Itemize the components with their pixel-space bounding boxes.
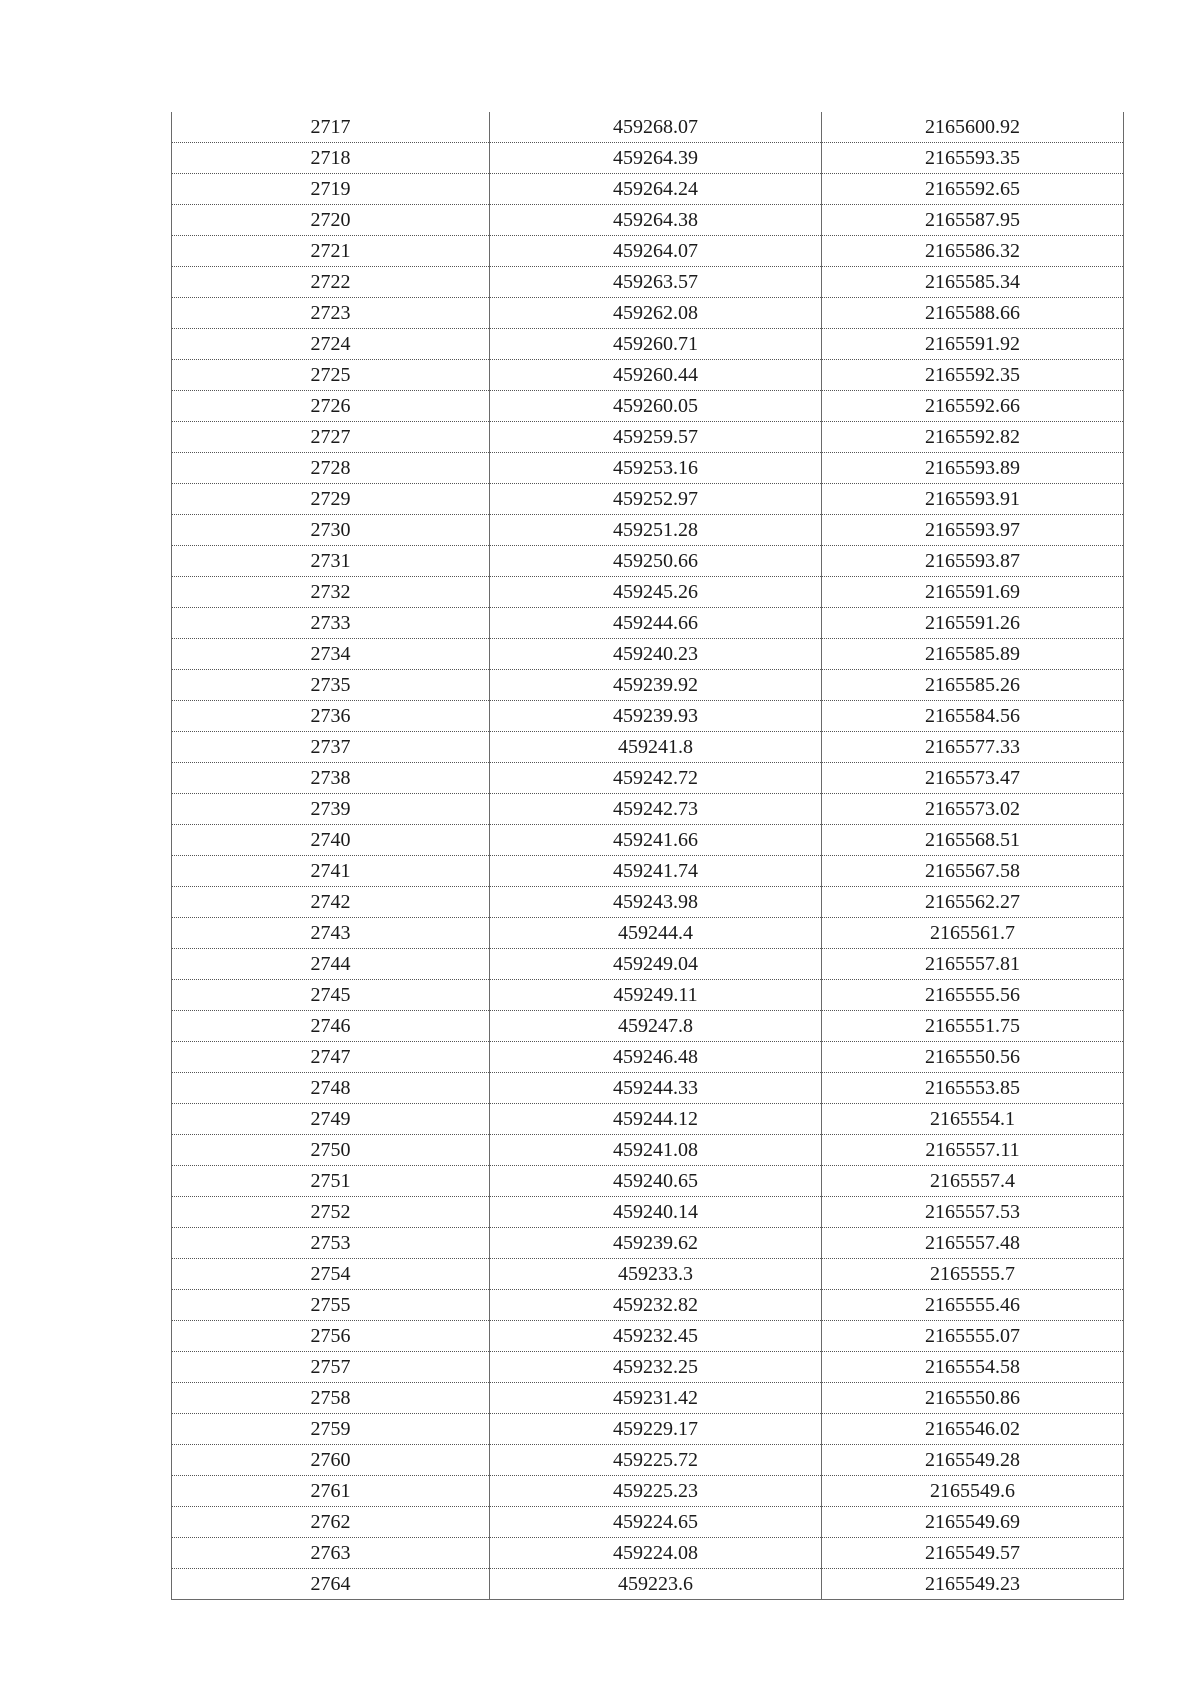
y-coordinate-cell: 2165591.26 [822, 608, 1124, 639]
x-coordinate-cell: 459252.97 [490, 484, 822, 515]
x-coordinate-cell: 459260.44 [490, 360, 822, 391]
table-row [172, 267, 1124, 298]
point-number-cell: 2727 [172, 422, 490, 453]
x-coordinate-cell: 459233.3 [490, 1259, 822, 1290]
table-row [172, 856, 1124, 887]
x-coordinate-cell: 459251.28 [490, 515, 822, 546]
y-coordinate-cell: 2165549.57 [822, 1538, 1124, 1569]
y-coordinate-cell: 2165591.69 [822, 577, 1124, 608]
point-number-cell: 2721 [172, 236, 490, 267]
table-row [172, 1507, 1124, 1538]
y-coordinate-cell: 2165554.58 [822, 1352, 1124, 1383]
y-coordinate-cell: 2165568.51 [822, 825, 1124, 856]
table-row [172, 1259, 1124, 1290]
point-number-cell: 2734 [172, 639, 490, 670]
x-coordinate-cell: 459240.23 [490, 639, 822, 670]
x-coordinate-cell: 459239.93 [490, 701, 822, 732]
point-number-cell: 2724 [172, 329, 490, 360]
y-coordinate-cell: 2165555.56 [822, 980, 1124, 1011]
table-row [172, 1569, 1124, 1600]
point-number-cell: 2763 [172, 1538, 490, 1569]
x-coordinate-cell: 459244.12 [490, 1104, 822, 1135]
table-row [172, 1011, 1124, 1042]
y-coordinate-cell: 2165592.66 [822, 391, 1124, 422]
x-coordinate-cell: 459242.73 [490, 794, 822, 825]
y-coordinate-cell: 2165553.85 [822, 1073, 1124, 1104]
y-coordinate-cell: 2165557.53 [822, 1197, 1124, 1228]
x-coordinate-cell: 459244.66 [490, 608, 822, 639]
y-coordinate-cell: 2165600.92 [822, 112, 1124, 143]
table-row [172, 763, 1124, 794]
x-coordinate-cell: 459231.42 [490, 1383, 822, 1414]
table-row [172, 1228, 1124, 1259]
table-row [172, 608, 1124, 639]
table-row [172, 422, 1124, 453]
point-number-cell: 2726 [172, 391, 490, 422]
x-coordinate-cell: 459232.82 [490, 1290, 822, 1321]
point-number-cell: 2741 [172, 856, 490, 887]
y-coordinate-cell: 2165586.32 [822, 236, 1124, 267]
point-number-cell: 2735 [172, 670, 490, 701]
y-coordinate-cell: 2165551.75 [822, 1011, 1124, 1042]
table-row [172, 515, 1124, 546]
y-coordinate-cell: 2165592.65 [822, 174, 1124, 205]
point-number-cell: 2736 [172, 701, 490, 732]
x-coordinate-cell: 459249.04 [490, 949, 822, 980]
x-coordinate-cell: 459241.8 [490, 732, 822, 763]
x-coordinate-cell: 459244.33 [490, 1073, 822, 1104]
x-coordinate-cell: 459241.66 [490, 825, 822, 856]
point-number-cell: 2755 [172, 1290, 490, 1321]
table-row [172, 887, 1124, 918]
point-number-cell: 2757 [172, 1352, 490, 1383]
point-number-cell: 2753 [172, 1228, 490, 1259]
point-number-cell: 2760 [172, 1445, 490, 1476]
point-number-cell: 2740 [172, 825, 490, 856]
y-coordinate-cell: 2165573.47 [822, 763, 1124, 794]
table-row [172, 484, 1124, 515]
point-number-cell: 2759 [172, 1414, 490, 1445]
y-coordinate-cell: 2165573.02 [822, 794, 1124, 825]
point-number-cell: 2754 [172, 1259, 490, 1290]
x-coordinate-cell: 459263.57 [490, 267, 822, 298]
point-number-cell: 2761 [172, 1476, 490, 1507]
point-number-cell: 2749 [172, 1104, 490, 1135]
table-row [172, 1135, 1124, 1166]
x-coordinate-cell: 459247.8 [490, 1011, 822, 1042]
table-row [172, 639, 1124, 670]
table-row [172, 360, 1124, 391]
x-coordinate-cell: 459240.65 [490, 1166, 822, 1197]
point-number-cell: 2744 [172, 949, 490, 980]
x-coordinate-cell: 459232.45 [490, 1321, 822, 1352]
table-row [172, 1445, 1124, 1476]
x-coordinate-cell: 459239.92 [490, 670, 822, 701]
x-coordinate-cell: 459264.39 [490, 143, 822, 174]
x-coordinate-cell: 459239.62 [490, 1228, 822, 1259]
point-number-cell: 2762 [172, 1507, 490, 1538]
point-number-cell: 2738 [172, 763, 490, 794]
point-number-cell: 2733 [172, 608, 490, 639]
table-row [172, 980, 1124, 1011]
x-coordinate-cell: 459259.57 [490, 422, 822, 453]
table-row [172, 1476, 1124, 1507]
y-coordinate-cell: 2165591.92 [822, 329, 1124, 360]
table-row [172, 794, 1124, 825]
point-number-cell: 2732 [172, 577, 490, 608]
x-coordinate-cell: 459253.16 [490, 453, 822, 484]
y-coordinate-cell: 2165554.1 [822, 1104, 1124, 1135]
y-coordinate-cell: 2165592.82 [822, 422, 1124, 453]
y-coordinate-cell: 2165577.33 [822, 732, 1124, 763]
table-row [172, 949, 1124, 980]
point-number-cell: 2725 [172, 360, 490, 391]
y-coordinate-cell: 2165557.81 [822, 949, 1124, 980]
x-coordinate-cell: 459250.66 [490, 546, 822, 577]
point-number-cell: 2717 [172, 112, 490, 143]
y-coordinate-cell: 2165561.7 [822, 918, 1124, 949]
point-number-cell: 2743 [172, 918, 490, 949]
x-coordinate-cell: 459224.65 [490, 1507, 822, 1538]
x-coordinate-cell: 459245.26 [490, 577, 822, 608]
x-coordinate-cell: 459264.38 [490, 205, 822, 236]
y-coordinate-cell: 2165550.56 [822, 1042, 1124, 1073]
y-coordinate-cell: 2165562.27 [822, 887, 1124, 918]
table-row [172, 391, 1124, 422]
table-row [172, 174, 1124, 205]
y-coordinate-cell: 2165593.87 [822, 546, 1124, 577]
y-coordinate-cell: 2165587.95 [822, 205, 1124, 236]
table-row [172, 546, 1124, 577]
y-coordinate-cell: 2165555.07 [822, 1321, 1124, 1352]
table-row [172, 112, 1124, 143]
x-coordinate-cell: 459246.48 [490, 1042, 822, 1073]
y-coordinate-cell: 2165557.4 [822, 1166, 1124, 1197]
point-number-cell: 2756 [172, 1321, 490, 1352]
table-row [172, 1414, 1124, 1445]
table-row [172, 453, 1124, 484]
table-row [172, 577, 1124, 608]
table-row [172, 236, 1124, 267]
y-coordinate-cell: 2165557.48 [822, 1228, 1124, 1259]
point-number-cell: 2750 [172, 1135, 490, 1166]
point-number-cell: 2719 [172, 174, 490, 205]
table-row [172, 732, 1124, 763]
x-coordinate-cell: 459244.4 [490, 918, 822, 949]
x-coordinate-cell: 459241.08 [490, 1135, 822, 1166]
coordinate-table-body [172, 112, 1124, 1600]
table-row [172, 1042, 1124, 1073]
table-row [172, 701, 1124, 732]
point-number-cell: 2718 [172, 143, 490, 174]
point-number-cell: 2723 [172, 298, 490, 329]
x-coordinate-cell: 459264.24 [490, 174, 822, 205]
table-row [172, 1538, 1124, 1569]
point-number-cell: 2747 [172, 1042, 490, 1073]
y-coordinate-cell: 2165555.7 [822, 1259, 1124, 1290]
x-coordinate-cell: 459232.25 [490, 1352, 822, 1383]
x-coordinate-cell: 459225.72 [490, 1445, 822, 1476]
y-coordinate-cell: 2165585.26 [822, 670, 1124, 701]
x-coordinate-cell: 459268.07 [490, 112, 822, 143]
table-row [172, 1073, 1124, 1104]
x-coordinate-cell: 459242.72 [490, 763, 822, 794]
point-number-cell: 2758 [172, 1383, 490, 1414]
y-coordinate-cell: 2165588.66 [822, 298, 1124, 329]
table-row [172, 1104, 1124, 1135]
y-coordinate-cell: 2165550.86 [822, 1383, 1124, 1414]
point-number-cell: 2746 [172, 1011, 490, 1042]
table-row [172, 298, 1124, 329]
table-row [172, 329, 1124, 360]
table-row [172, 1290, 1124, 1321]
y-coordinate-cell: 2165593.35 [822, 143, 1124, 174]
y-coordinate-cell: 2165593.97 [822, 515, 1124, 546]
table-row [172, 143, 1124, 174]
point-number-cell: 2752 [172, 1197, 490, 1228]
y-coordinate-cell: 2165549.23 [822, 1569, 1124, 1600]
point-number-cell: 2739 [172, 794, 490, 825]
x-coordinate-cell: 459224.08 [490, 1538, 822, 1569]
x-coordinate-cell: 459249.11 [490, 980, 822, 1011]
y-coordinate-cell: 2165585.34 [822, 267, 1124, 298]
y-coordinate-cell: 2165555.46 [822, 1290, 1124, 1321]
y-coordinate-cell: 2165549.6 [822, 1476, 1124, 1507]
point-number-cell: 2730 [172, 515, 490, 546]
point-number-cell: 2729 [172, 484, 490, 515]
table-row [172, 1197, 1124, 1228]
x-coordinate-cell: 459264.07 [490, 236, 822, 267]
y-coordinate-cell: 2165549.28 [822, 1445, 1124, 1476]
y-coordinate-cell: 2165557.11 [822, 1135, 1124, 1166]
point-number-cell: 2745 [172, 980, 490, 1011]
x-coordinate-cell: 459260.71 [490, 329, 822, 360]
table-row [172, 918, 1124, 949]
table-row [172, 670, 1124, 701]
point-number-cell: 2748 [172, 1073, 490, 1104]
point-number-cell: 2728 [172, 453, 490, 484]
table-row [172, 1321, 1124, 1352]
y-coordinate-cell: 2165585.89 [822, 639, 1124, 670]
point-number-cell: 2731 [172, 546, 490, 577]
y-coordinate-cell: 2165592.35 [822, 360, 1124, 391]
y-coordinate-cell: 2165567.58 [822, 856, 1124, 887]
table-row [172, 1352, 1124, 1383]
point-number-cell: 2764 [172, 1569, 490, 1600]
table-row [172, 1166, 1124, 1197]
x-coordinate-cell: 459260.05 [490, 391, 822, 422]
table-row [172, 1383, 1124, 1414]
x-coordinate-cell: 459225.23 [490, 1476, 822, 1507]
coordinate-table [171, 112, 1124, 1600]
table-row [172, 205, 1124, 236]
x-coordinate-cell: 459240.14 [490, 1197, 822, 1228]
point-number-cell: 2720 [172, 205, 490, 236]
y-coordinate-cell: 2165593.91 [822, 484, 1124, 515]
x-coordinate-cell: 459241.74 [490, 856, 822, 887]
x-coordinate-cell: 459229.17 [490, 1414, 822, 1445]
x-coordinate-cell: 459262.08 [490, 298, 822, 329]
point-number-cell: 2742 [172, 887, 490, 918]
y-coordinate-cell: 2165593.89 [822, 453, 1124, 484]
x-coordinate-cell: 459223.6 [490, 1569, 822, 1600]
x-coordinate-cell: 459243.98 [490, 887, 822, 918]
y-coordinate-cell: 2165584.56 [822, 701, 1124, 732]
point-number-cell: 2737 [172, 732, 490, 763]
point-number-cell: 2751 [172, 1166, 490, 1197]
y-coordinate-cell: 2165549.69 [822, 1507, 1124, 1538]
table-row [172, 825, 1124, 856]
y-coordinate-cell: 2165546.02 [822, 1414, 1124, 1445]
point-number-cell: 2722 [172, 267, 490, 298]
